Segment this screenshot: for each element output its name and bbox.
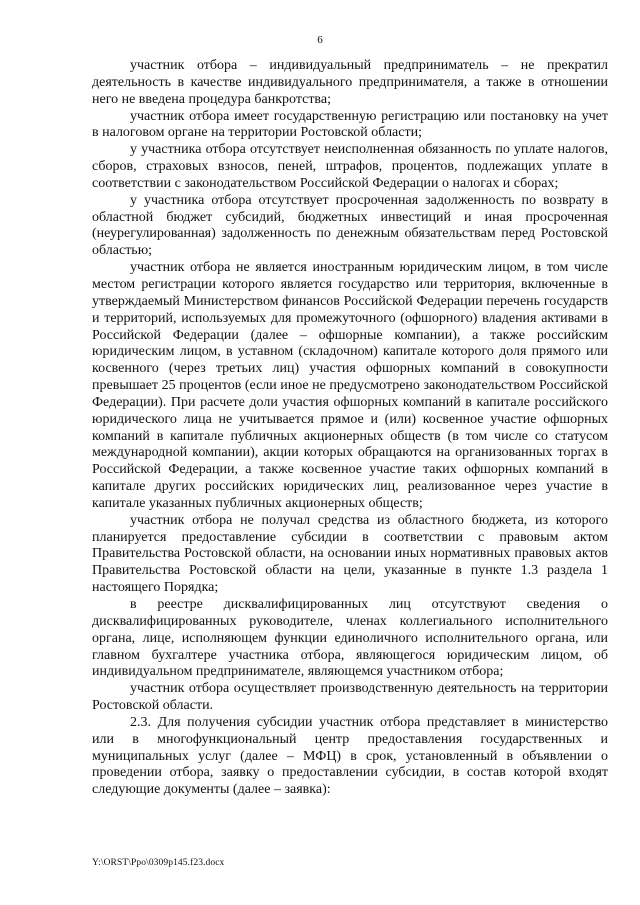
paragraph: участник отбора – индивидуальный предприниматель – не прекратил деятельность в качестве индивидуального предпринимателя, а также в отношении него не введена процедура банкротства;	[92, 58, 608, 107]
document-body	[92, 58, 608, 799]
paragraph: у участника отбора отсутствует неисполненная обязанность по уплате налогов, сборов, страховых взносов, пеней, штрафов, процентов, подлежащих уплате в соответствии с законодательством Российской Федерации о налогах и сборах;	[92, 142, 608, 191]
paragraph: участник отбора осуществляет производственную деятельность на территории Ростовской области.	[92, 681, 608, 714]
footer-file-path: Y:\ORST\Ppo\0309p145.f23.docx	[92, 858, 225, 868]
paragraph: 2.3. Для получения субсидии участник отбора представляет в министерство или в многофункциональный центр предоставления государственных и муниципальных услуг (далее – МФЦ) в срок, установленный в объявлении о проведении отбора, заявку о предоставлении субсидии, в состав которой входят следующие документы (далее – заявка):	[92, 714, 608, 798]
paragraph: участник отбора не получал средства из областного бюджета, из которого планируется предоставление субсидии в соответствии с правовым актом Правительства Ростовской области, на основании иных нормативных правовых актов Правительства Ростовской области на цели, указанные в пункте 1.3 раздела 1 настоящего Порядка;	[92, 512, 608, 596]
paragraph: участник отбора имеет государственную регистрацию или постановку на учет в налоговом органе на территории Ростовской области;	[92, 108, 608, 141]
paragraph: у участника отбора отсутствует просроченная задолженность по возврату в областной бюджет субсидий, бюджетных инвестиций и иная просроченная (неурегулированная) задолженность по денежным обязательствам перед Ростовской областью;	[92, 192, 608, 259]
paragraph: участник отбора не является иностранным юридическим лицом, в том числе местом регистрации которого является государство или территория, включенные в утверждаемый Министерством финансов Российской Федерации перечень государств и территорий, используемых для промежуточного (офшорного) владения активами в Российской Федерации (далее – офшорные компании), а также российским юридическим лицом, в уставном (складочном) капитале которого доля прямого или косвенного (через третьих лиц) участия офшорных компаний в совокупности превышает 25 процентов (если иное не предусмотрено законодательством Российской Федерации). При расчете доли участия офшорных компаний в капитале российского юридического лица не учитывается прямое и (или) косвенное участие офшорных компаний в капитале публичных акционерных обществ (в том числе со статусом международной компании), акции которых обращаются на организованных торгах в Российской Федерации, а также косвенное участие таких офшорных компаний в капитале других российских юридических лиц, реализованное через участие в капитале указанных публичных акционерных обществ;	[92, 260, 608, 511]
paragraph: в реестре дисквалифицированных лиц отсутствуют сведения о дисквалифицированных руководителе, членах коллегиального исполнительного органа, лице, исполняющем функции единоличного исполнительного органа, или главном бухгалтере участника отбора, являющегося юридическим лицом, об индивидуальном предпринимателе, являющемся участником отбора;	[92, 597, 608, 680]
page-number: 6	[317, 34, 323, 46]
